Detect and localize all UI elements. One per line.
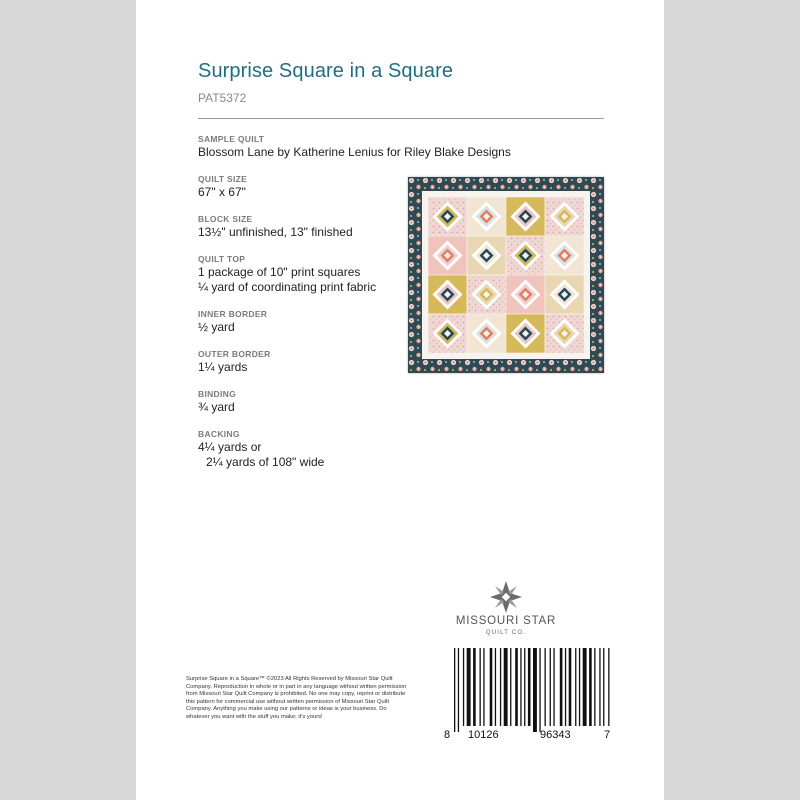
spec-value: ¼ yard of coordinating print fabric [198, 280, 377, 294]
spec-value: 67" x 67" [198, 185, 246, 199]
barcode-bar [467, 648, 471, 726]
star-logo-icon [436, 580, 576, 614]
barcode-bar [553, 648, 554, 726]
barcode-bar [520, 648, 521, 726]
spec-value: 2¼ yards of 108" wide [206, 455, 325, 469]
spec-value: ½ yard [198, 320, 235, 334]
barcode-bar [599, 648, 600, 726]
barcode-digits-left: 10126 [468, 729, 499, 741]
barcode-bar [454, 648, 455, 732]
spec-value: 1¼ yards [198, 360, 248, 374]
spec-value: 4¼ yards or [198, 440, 262, 454]
spec-label: SAMPLE QUILT [198, 134, 265, 144]
barcode-bar [490, 648, 493, 726]
copyright-notice: Surprise Square in a Square™ ©2023 All Rights Reserved by Missouri Star Quilt Company. Reproduction in whole or in part in any language without written permission from Missouri Star Quilt Company is prohibited. No one may copy, reprint or distribute this pattern for commercial use without written permission of Missouri Star Quilt Company. Anything you make using our patterns or ideas is your business. Do whatever you want with the stuff you make; it's yours! [186, 676, 407, 720]
barcode-bar [565, 648, 566, 726]
barcode-bar [500, 648, 501, 726]
spec-sample-quilt [198, 133, 538, 160]
spec-label: QUILT TOP [198, 254, 246, 264]
spec-label: BACKING [198, 429, 240, 439]
barcode [444, 648, 612, 744]
barcode-digits-right: 96343 [540, 729, 571, 741]
spec-value: 13½" unfinished, 13" finished [198, 225, 353, 239]
barcode-bar [504, 648, 508, 726]
barcode-bar [579, 648, 580, 726]
barcode-bar [594, 648, 595, 726]
spec-backing [198, 428, 538, 470]
quilt-image [408, 177, 604, 373]
barcode-bar [473, 648, 476, 726]
barcode-bar [583, 648, 587, 726]
spec-label: QUILT SIZE [198, 174, 248, 184]
barcode-bar [524, 648, 525, 726]
pattern-code: PAT5372 [198, 91, 247, 105]
barcode-bar [483, 648, 484, 726]
barcode-bar [458, 648, 459, 732]
barcode-bar [463, 648, 464, 726]
barcode-digit-check: 7 [604, 729, 611, 741]
barcode-bar [495, 648, 496, 726]
barcode-bar [603, 648, 604, 726]
page-title: Surprise Square in a Square [198, 60, 454, 82]
spec-binding [198, 388, 538, 415]
brand-logo [436, 580, 576, 640]
barcode-bar [539, 648, 540, 732]
barcode-bar [515, 648, 518, 726]
logo-subtitle: QUILT CO. [485, 630, 527, 636]
barcode-bar [533, 648, 537, 732]
barcode-digit-lead: 8 [444, 729, 451, 741]
spec-label: INNER BORDER [198, 309, 268, 319]
spec-value: 1 package of 10" print squares [198, 265, 361, 279]
barcode-bar [480, 648, 481, 726]
barcode-bar [589, 648, 592, 726]
title-divider [198, 118, 604, 119]
barcode-bar [575, 648, 576, 726]
pattern-back-page [136, 0, 664, 800]
barcode-bar [545, 648, 546, 726]
spec-value: ¾ yard [198, 400, 235, 414]
spec-label: BINDING [198, 389, 236, 399]
spec-label: BLOCK SIZE [198, 214, 253, 224]
barcode-bar [608, 648, 609, 726]
barcode-bar [510, 648, 511, 726]
spec-value: Blossom Lane by Katherine Lenius for Riley Blake Designs [198, 145, 511, 159]
barcode-bar [560, 648, 563, 726]
spec-label: OUTER BORDER [198, 349, 271, 359]
barcode-bar [550, 648, 551, 726]
barcode-bar [569, 648, 572, 726]
barcode-bar [528, 648, 531, 726]
logo-name: MISSOURI STAR [455, 615, 557, 627]
